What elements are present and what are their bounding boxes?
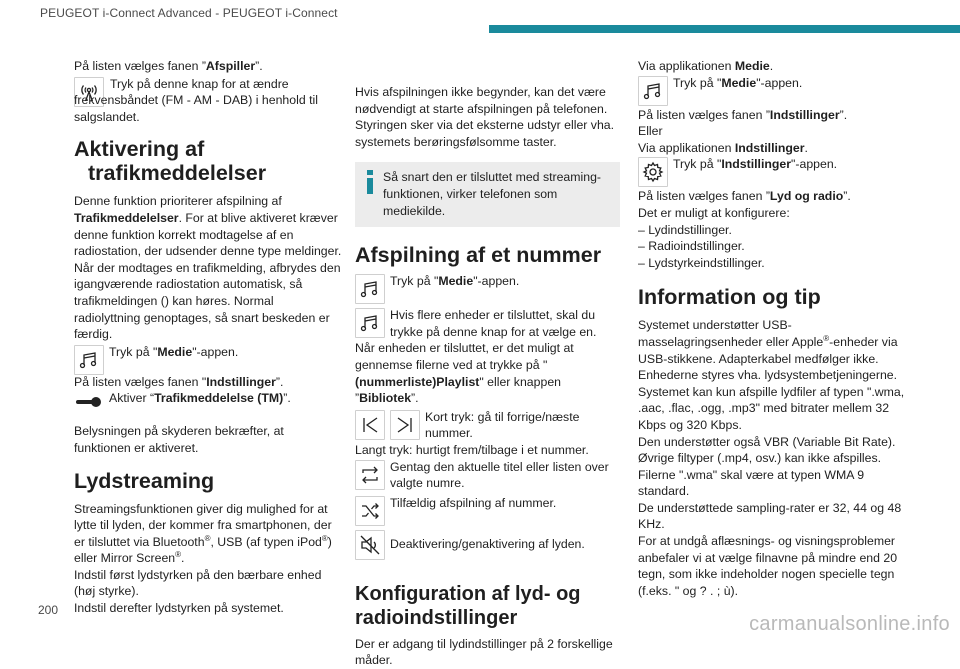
medie-app-row xyxy=(355,273,620,304)
traffic-toggle-row xyxy=(74,390,342,413)
paragraph: De understøttede sampling-rater er 32, 44 og 48 KHz. xyxy=(638,500,902,532)
paragraph: Via applikationen Medie. xyxy=(638,59,774,73)
paragraph: Der er adgang til lydindstillinger på 2 forskellige måder. xyxy=(355,636,613,668)
paragraph: Gentag den aktuelle titel eller listen over valgte numre. xyxy=(390,459,609,491)
repeat-icon xyxy=(355,460,385,490)
heading-afspilning: Afspilning af et nummer xyxy=(355,243,602,268)
select-device-row xyxy=(355,307,620,340)
paragraph: Enhederne styres vha. lydsystembetjeningerne. xyxy=(638,368,898,383)
paragraph: På listen vælges fanen "Indstillinger”. xyxy=(74,374,284,389)
paragraph: Deaktivering/genaktivering af lyden. xyxy=(390,536,585,551)
paragraph: Tilfældig afspilning af nummer. xyxy=(390,495,557,510)
page-number: 200 xyxy=(38,603,59,617)
shuffle-row xyxy=(355,495,620,526)
paragraph: Øvrige filtyper (.mp4, osv.) kan ikke afspilles. xyxy=(638,451,882,466)
paragraph: Filerne ".wma" skal være at typen WMA 9 standard. xyxy=(638,467,865,499)
paragraph: Tryk på "Indstillinger"-appen. xyxy=(673,157,838,172)
repeat-row xyxy=(355,459,620,492)
paragraph: På listen vælges fanen ”Lyd og radio”. xyxy=(638,189,851,204)
prev-next-row xyxy=(355,409,620,442)
column-3 xyxy=(638,58,908,599)
heading-konfiguration: Konfiguration af lyd- og radioindstillinger xyxy=(355,582,581,629)
paragraph: For at undgå aflæsnings- og visningsproblemer anbefaler vi at vælge filnavne på mindre end 20 tegn, som ikke indeholder nogen specielle tegn (f.eks. " og ? . ; ù). xyxy=(638,534,898,598)
paragraph: Tryk på "Medie"-appen. xyxy=(673,75,803,90)
watermark: carmanualsonline.info xyxy=(749,613,950,635)
paragraph: Systemet understøtter USB-masselagringsenheder eller Apple®-enheder via USB-stikkene. Adapterkabel medfølger ikke. xyxy=(638,318,898,366)
paragraph: Aktiver “Trafikmeddelelse (TM)”. xyxy=(109,391,291,406)
paragraph: Streamingsfunktionen giver dig mulighed for at lytte til lyden, der kommer fra smartphonen, der er tilsluttet via Bluetooth®, USB (af typen iPod®) eller Mirror Screen®. xyxy=(74,501,332,566)
toggle-switch-icon xyxy=(74,391,104,413)
header-title: PEUGEOT i-Connect Advanced - PEUGEOT i-Connect xyxy=(40,6,338,20)
music-note-icon xyxy=(355,308,385,338)
indstillinger-app-row xyxy=(638,156,908,187)
paragraph: Via applikationen Indstillinger. xyxy=(638,140,808,155)
paragraph: Det er muligt at konfigurere: xyxy=(638,205,790,220)
shuffle-icon xyxy=(355,496,385,526)
page-header xyxy=(0,0,960,44)
paragraph: Tryk på "Medie"-appen. xyxy=(390,274,520,289)
paragraph: På listen vælges fanen ”Afspiller”. xyxy=(74,59,263,73)
list-item: – Lydindstillinger. xyxy=(638,222,732,237)
medie-app-row xyxy=(638,75,908,106)
paragraph: Hvis afspilningen ikke begynder, kan det være nødvendigt at starte afspilningen på telefonen. Styringen sker via det eksterne udstyr eller vha. systemets berøringsfølsomme taster. xyxy=(355,85,615,149)
info-icon xyxy=(365,170,375,199)
info-box xyxy=(355,162,620,227)
paragraph: Belysningen på skyderen bekræfter, at funktionen er aktiveret. xyxy=(74,424,284,455)
paragraph: Hvis flere enheder er tilsluttet, skal du trykke på denne knap for at vælge en. xyxy=(390,308,597,339)
mute-row xyxy=(355,529,620,560)
gear-icon xyxy=(638,157,668,187)
paragraph: Langt tryk: hurtigt frem/tilbage i et nummer. xyxy=(355,442,589,457)
heading-aktivering: Aktivering af trafikmeddelelser xyxy=(74,137,267,186)
list-item: – Radioindstillinger. xyxy=(638,239,745,254)
column-1 xyxy=(74,58,342,617)
header-accent-bar xyxy=(489,25,960,33)
info-text: Så snart den er tilsluttet med streaming-funktionen, virker telefonen som mediekilde. xyxy=(383,170,602,218)
paragraph: Tryk på denne knap for at ændre frekvensbåndet (FM - AM - DAB) i henhold til salgslandet. xyxy=(74,76,318,124)
paragraph: Tryk på "Medie"-appen. xyxy=(109,344,239,359)
paragraph: Kort tryk: gå til forrige/næste nummer. xyxy=(425,409,580,441)
paragraph: Systemet kan kun afspille lydfiler af typen ".wma, .aac, .flac, .ogg, .mp3" med bitrater mellem 32 Kbps og 320 Kbps. xyxy=(638,384,905,432)
heading-lydstreaming: Lydstreaming xyxy=(74,468,215,493)
previous-track-icon xyxy=(355,410,385,440)
paragraph: På listen vælges fanen ”Indstillinger”. xyxy=(638,107,848,122)
paragraph: Indstil først lydstyrken på den bærbare enhed (høj styrke). xyxy=(74,567,322,599)
next-track-icon xyxy=(390,410,420,440)
list-item: – Lydstyrkeindstillinger. xyxy=(638,255,765,270)
paragraph: Eller xyxy=(638,124,663,139)
paragraph: Når enheden er tilsluttet, er det muligt at gennemse filerne ved at trykke på "(nummerliste)Playlist" eller knappen ”Bibliotek”. xyxy=(355,341,574,406)
paragraph: Denne funktion prioriterer afspilning af Trafikmeddelelser. For at blive aktiveret kræver denne funktion korrekt modtagelse af en radiostation, der udsender denne type meldinger. Når der modtages en trafikmelding, afbrydes den igangværende radiostation automatisk, så trafikmeldingen () kan høres. Normal radiolyttning genoptages, så snart beskeden er færdig. xyxy=(74,194,342,342)
medie-app-row xyxy=(74,344,342,375)
music-note-icon xyxy=(638,76,668,106)
music-note-icon xyxy=(74,345,104,375)
paragraph: Den understøtter også VBR (Variable Bit Rate). xyxy=(638,434,896,449)
mute-icon xyxy=(355,530,385,560)
heading-information: Information og tip xyxy=(638,285,821,310)
music-note-icon xyxy=(355,274,385,304)
paragraph: Indstil derefter lydstyrken på systemet. xyxy=(74,601,284,616)
column-2 xyxy=(355,84,620,669)
